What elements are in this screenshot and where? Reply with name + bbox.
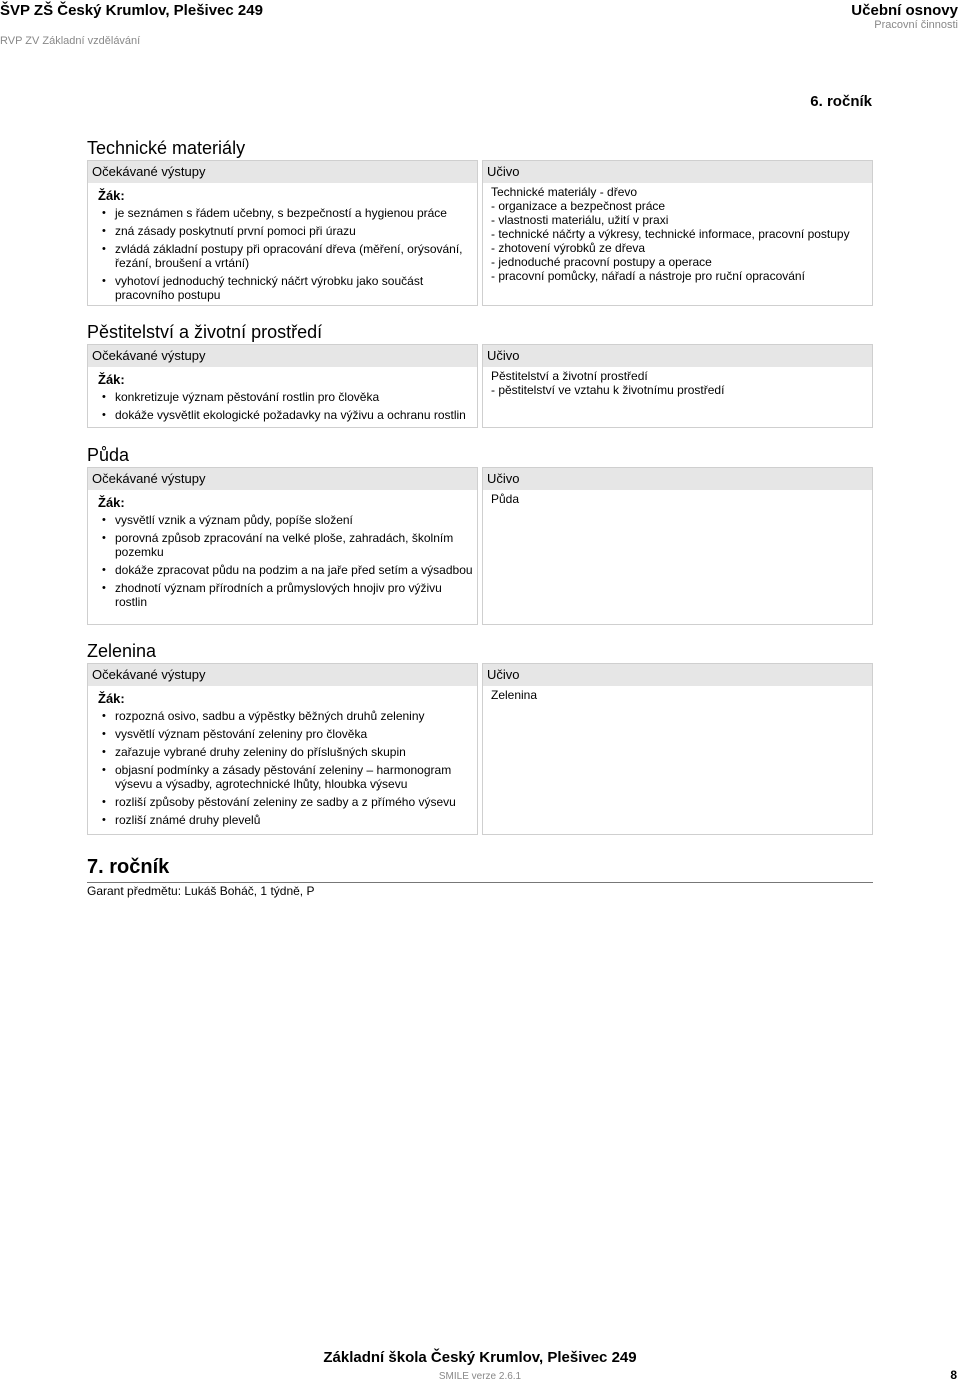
outcome-item: • zvládá základní postupy při opracování dřeva (měření, orýsování, řezání, broušení a vrtání) — [92, 242, 473, 270]
outcome-item: • vysvětlí vznik a význam půdy, popíše složení — [92, 513, 473, 527]
section-title: Pěstitelství a životní prostředí — [87, 322, 323, 342]
curriculum-box — [482, 663, 873, 835]
outcome-item: • vyhotoví jednoduchý technický náčrt výrobku jako součást pracovního postupu — [92, 274, 473, 302]
curriculum-text: Technické materiály - dřevo - organizace a bezpečnost práce - vlastnosti materiálu, užití v praxi - technické náčrty a výkresy, technické informace, pracovní postupy - zhotovení výrobků ze dřeva - jednoduché pracovní postupy a operace - pracovní pomůcky, nářadí a nástroje pro ruční opracování — [491, 185, 850, 283]
section-header-subtitle: Pracovní činnosti — [874, 19, 958, 31]
curriculum-box — [482, 344, 873, 428]
document-header-subtitle: RVP ZV Základní vzdělávání — [0, 35, 141, 47]
curriculum-header: Učivo — [483, 468, 872, 490]
curriculum-text: Půda — [491, 492, 520, 506]
curriculum-box — [482, 160, 873, 306]
outcomes-box — [87, 344, 478, 428]
curriculum-box — [482, 467, 873, 625]
outcome-item: • zhodnotí význam přírodních a průmyslových hnojiv pro výživu rostlin — [92, 581, 473, 609]
pupil-label: Žák: — [98, 372, 125, 387]
outcome-item: • je seznámen s řádem učebny, s bezpečností a hygienou práce — [92, 206, 473, 220]
section-soil — [87, 445, 873, 625]
curriculum-text: Pěstitelství a životní prostředí - pěstitelství ve vztahu k životnímu prostředí — [491, 369, 725, 397]
outcomes-box — [87, 467, 478, 625]
outcome-item: • zná zásady poskytnutí první pomoci při úrazu — [92, 224, 473, 238]
page-number: 8 — [950, 1368, 957, 1382]
curriculum-text: Zelenina — [491, 688, 538, 702]
outcomes-box — [87, 160, 478, 306]
outcome-item: • konkretizuje význam pěstování rostlin pro člověka — [92, 390, 473, 404]
curriculum-header: Učivo — [483, 664, 872, 686]
footer-school-name: Základní škola Český Krumlov, Plešivec 249 — [323, 1349, 637, 1366]
footer-version: SMILE verze 2.6.1 — [438, 1371, 522, 1382]
outcomes-header: Očekávané výstupy — [88, 161, 477, 183]
grade-7-heading: 7. ročník — [87, 856, 170, 878]
subject-guarantor: Garant předmětu: Lukáš Boháč, 1 týdně, P — [87, 882, 873, 898]
outcome-item: • rozliší způsoby pěstování zeleniny ze sadby a z přímého výsevu — [92, 795, 473, 809]
curriculum-header: Učivo — [483, 345, 872, 367]
outcome-item: • vysvětlí význam pěstování zeleniny pro člověka — [92, 727, 473, 741]
outcome-item: • rozliší známé druhy plevelů — [92, 813, 473, 827]
grade-6-heading: 6. ročník — [810, 93, 872, 110]
section-title: Technické materiály — [87, 138, 246, 158]
outcomes-header: Očekávané výstupy — [88, 468, 477, 490]
section-header-title: Učební osnovy — [851, 2, 958, 19]
outcome-item: • dokáže zpracovat půdu na podzim a na jaře před setím a výsadbou — [92, 563, 473, 577]
section-cultivation-environment — [87, 322, 873, 428]
outcomes-header: Očekávané výstupy — [88, 345, 477, 367]
pupil-label: Žák: — [98, 691, 125, 706]
section-title: Zelenina — [87, 641, 157, 661]
outcome-item: • porovná způsob zpracování na velké ploše, zahradách, školním pozemku — [92, 531, 473, 559]
outcome-item: • dokáže vysvětlit ekologické požadavky na výživu a ochranu rostlin — [92, 408, 473, 422]
section-title: Půda — [87, 445, 130, 465]
outcomes-header: Očekávané výstupy — [88, 664, 477, 686]
outcome-item: • zařazuje vybrané druhy zeleniny do příslušných skupin — [92, 745, 473, 759]
outcome-item: • rozpozná osivo, sadbu a výpěstky běžných druhů zeleniny — [92, 709, 473, 723]
pupil-label: Žák: — [98, 188, 125, 203]
section-technical-materials — [87, 138, 873, 306]
curriculum-header: Učivo — [483, 161, 872, 183]
outcomes-box — [87, 663, 478, 835]
pupil-label: Žák: — [98, 495, 125, 510]
outcome-item: • objasní podmínky a zásady pěstování zeleniny – harmonogram výsevu a výsadby, agrotechnické lhůty, hloubka výsevu — [92, 763, 473, 791]
document-header-title: ŠVP ZŠ Český Krumlov, Plešivec 249 — [0, 2, 263, 19]
section-vegetables — [87, 641, 873, 835]
